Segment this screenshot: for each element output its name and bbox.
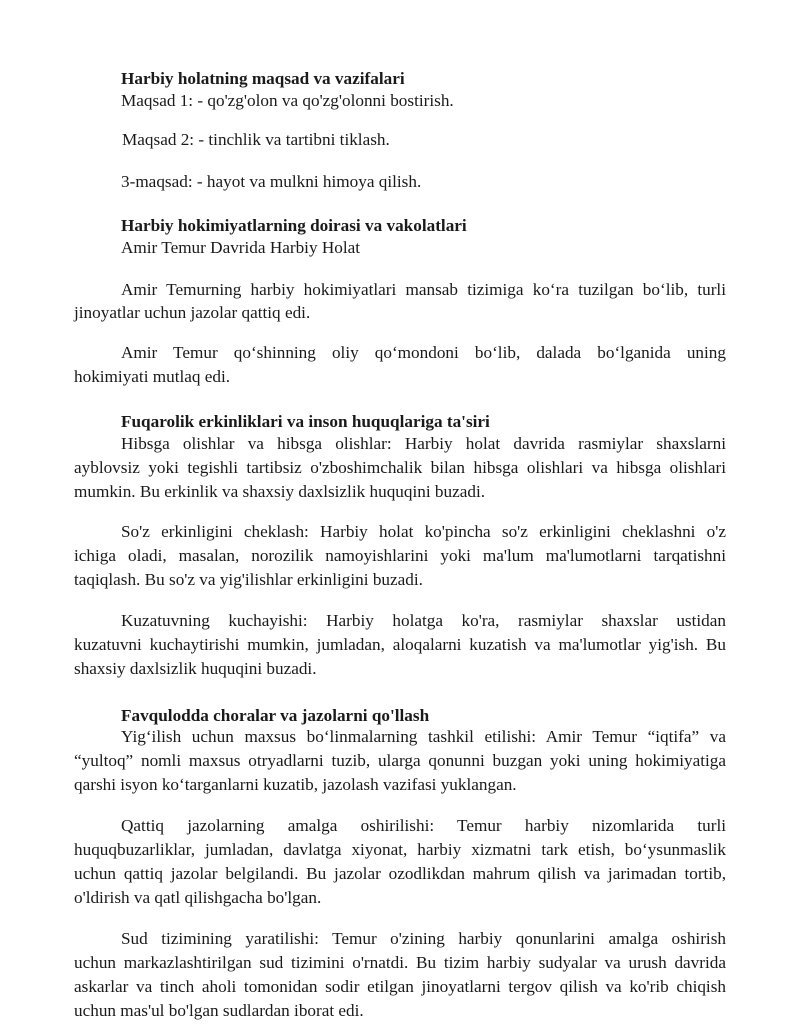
paragraph-line: o'ldirish va qatl qilishgacha bo'lgan. bbox=[74, 888, 322, 907]
goal-1: Maqsad 1: - qo'zg'olon va qo'zg'olonni bostirish. bbox=[121, 91, 454, 110]
paragraph-line: shaxsiy daxlsizlik huquqini buzadi. bbox=[74, 659, 317, 678]
goal-3: 3-maqsad: - hayot va mulkni himoya qilish. bbox=[121, 172, 422, 191]
paragraph-line: So'z erkinligini cheklash: Harbiy holat ko'pincha so'z erkinligini cheklashni o'z bbox=[121, 522, 726, 541]
section-subtitle: Amir Temur Davrida Harbiy Holat bbox=[121, 238, 361, 257]
paragraph-line: Qattiq jazolarning amalga oshirilishi: Temur harbiy nizomlarida turli bbox=[121, 816, 726, 835]
paragraph-line: askarlar va tinch aholi tomonidan sodir etilgan jinoyatlarni tergov qilish va ko'rib chiqish bbox=[74, 977, 726, 996]
paragraph-line: Yig‘ilish uchun maxsus bo‘linmalarning tashkil etilishi: Amir Temur “iqtifa” va bbox=[121, 727, 726, 746]
section-heading-authorities: Harbiy hokimiyatlarning doirasi va vakolatlari bbox=[121, 216, 467, 235]
paragraph-line: Kuzatuvning kuchayishi: Harbiy holatga ko'ra, rasmiylar shaxslar ustidan bbox=[121, 611, 726, 630]
paragraph-line: qarshi isyon ko‘targanlarni kuzatib, jazolash vazifasi yuklangan. bbox=[74, 775, 517, 794]
paragraph-line: jinoyatlar uchun jazolar qattiq edi. bbox=[74, 303, 311, 322]
section-heading-civil-liberties: Fuqarolik erkinliklari va inson huquqlariga ta'siri bbox=[121, 412, 490, 431]
paragraph-line: uchun markazlashtirilgan sud tizimini o'rnatdi. Bu tizim harbiy sudyalar va urush davrida bbox=[74, 953, 726, 972]
paragraph-line: hokimiyati mutlaq edi. bbox=[74, 367, 231, 386]
paragraph-line: “yultoq” nomli maxsus otryadlarni tuzib, ularga qonunni buzgan yoki uning hokimiyatiga bbox=[74, 751, 726, 770]
section-heading-goals: Harbiy holatning maqsad va vazifalari bbox=[121, 69, 405, 88]
paragraph-line: ayblovsiz yoki tegishli tartibsiz o'zboshimchalik bilan hibsga olishlari va hibsga olishlari bbox=[74, 458, 726, 477]
goal-2: Maqsad 2: - tinchlik va tartibni tiklash. bbox=[122, 130, 390, 149]
section-heading-emergency-measures: Favqulodda choralar va jazolarni qo'llash bbox=[121, 706, 430, 725]
paragraph-line: mumkin. Bu erkinlik va shaxsiy daxlsizlik huquqini buzadi. bbox=[74, 482, 486, 501]
paragraph-line: Amir Temur qo‘shinning oliy qo‘mondoni bo‘lib, dalada bo‘lganida uning bbox=[121, 343, 726, 362]
paragraph-line: Hibsga olishlar va hibsga olishlar: Harbiy holat davrida rasmiylar shaxslarni bbox=[121, 434, 726, 453]
paragraph-line: ichiga oladi, masalan, norozilik namoyishlarini yoki ma'lum ma'lumotlarni tarqatishni bbox=[74, 546, 726, 565]
paragraph-line: huquqbuzarliklar, jumladan, davlatga xiyonat, harbiy xizmatni tark etish, bo‘ysunmaslik bbox=[74, 840, 726, 859]
paragraph-line: Sud tizimining yaratilishi: Temur o'zining harbiy qonunlarini amalga oshirish bbox=[121, 929, 726, 948]
paragraph-line: uchun qattiq jazolar belgilandi. Bu jazolar ozodlikdan mahrum qilish va jarimadan tortib, bbox=[74, 864, 726, 883]
paragraph-line: uchun mas'ul bo'lgan sudlardan iborat edi. bbox=[74, 1001, 364, 1020]
paragraph-line: Amir Temurning harbiy hokimiyatlari mansab tizimiga ko‘ra tuzilgan bo‘lib, turli bbox=[121, 280, 726, 299]
paragraph-line: kuzatuvni kuchaytirishi mumkin, jumladan, aloqalarni kuzatish va ma'lumotlar yig'ish. Bu bbox=[74, 635, 726, 654]
paragraph-line: taqiqlash. Bu so'z va yig'ilishlar erkinligini buzadi. bbox=[74, 570, 423, 589]
